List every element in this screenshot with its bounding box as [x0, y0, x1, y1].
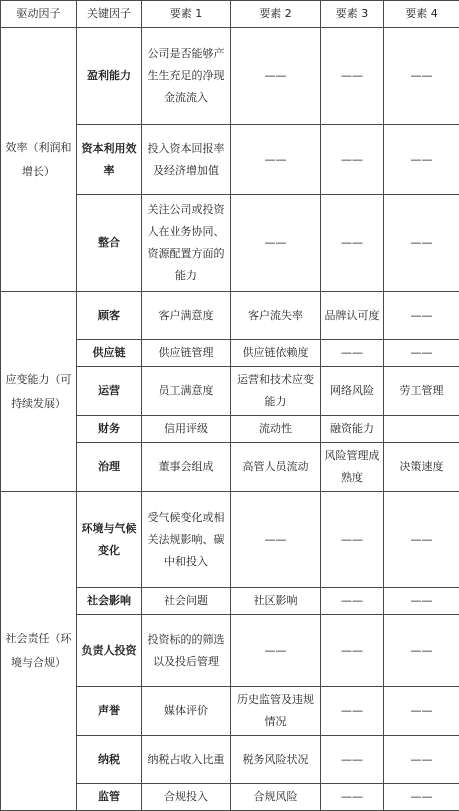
- key-factor-cell: 环境与气候变化: [77, 492, 142, 588]
- element-1-cell: 信用评级: [142, 416, 231, 443]
- element-4-cell: ——: [384, 125, 459, 195]
- element-2-cell: 高管人员流动: [231, 443, 321, 492]
- element-2-cell: 合规风险: [231, 784, 321, 811]
- element-1-cell: 客户满意度: [142, 292, 231, 340]
- element-4-cell: ——: [384, 784, 459, 811]
- element-4-cell: ——: [384, 292, 459, 340]
- element-1-cell: 合规投入: [142, 784, 231, 811]
- key-factor-cell: 资本利用效率: [77, 125, 142, 195]
- key-factor-cell: 社会影响: [77, 588, 142, 615]
- element-3-cell: 融资能力: [321, 416, 384, 443]
- table-row: [1, 28, 459, 125]
- element-2-cell: 客户流失率: [231, 292, 321, 340]
- element-3-cell: ——: [321, 784, 384, 811]
- key-factor-cell: 盈利能力: [77, 28, 142, 125]
- key-factor-cell: 顾客: [77, 292, 142, 340]
- driver-factor-cell: 应变能力（可持续发展）: [1, 292, 77, 492]
- element-1-cell: 关注公司或投资人在业务协同、资源配置方面的能力: [142, 195, 231, 292]
- element-1-cell: 员工满意度: [142, 367, 231, 416]
- element-1-cell: 社会问题: [142, 588, 231, 615]
- element-1-cell: 媒体评价: [142, 687, 231, 736]
- header-element-1: 要素 1: [142, 1, 231, 28]
- element-1-cell: 投入资本回报率及经济增加值: [142, 125, 231, 195]
- element-3-cell: ——: [321, 492, 384, 588]
- key-factor-cell: 纳税: [77, 736, 142, 784]
- element-1-cell: 投资标的的筛选以及投后管理: [142, 615, 231, 687]
- table-row: [1, 492, 459, 588]
- element-3-cell: 风险管理成熟度: [321, 443, 384, 492]
- header-row: [1, 1, 459, 28]
- element-3-cell: ——: [321, 736, 384, 784]
- element-3-cell: 品牌认可度: [321, 292, 384, 340]
- header-element-2: 要素 2: [231, 1, 321, 28]
- element-3-cell: ——: [321, 125, 384, 195]
- element-1-cell: 公司是否能够产生生充足的净现金流流入: [142, 28, 231, 125]
- element-2-cell: ——: [231, 28, 321, 125]
- element-2-cell: 社区影响: [231, 588, 321, 615]
- element-4-cell: ——: [384, 588, 459, 615]
- driver-factor-cell: 社会责任（环境与合规）: [1, 492, 77, 811]
- key-factor-cell: 治理: [77, 443, 142, 492]
- element-2-cell: ——: [231, 492, 321, 588]
- element-2-cell: 历史监管及违规情况: [231, 687, 321, 736]
- element-4-cell: ——: [384, 340, 459, 367]
- key-factor-cell: 整合: [77, 195, 142, 292]
- element-4-cell: ——: [384, 195, 459, 292]
- element-3-cell: ——: [321, 195, 384, 292]
- element-4-cell: 决策速度: [384, 443, 459, 492]
- key-factor-cell: 声誉: [77, 687, 142, 736]
- element-2-cell: ——: [231, 615, 321, 687]
- element-1-cell: 董事会组成: [142, 443, 231, 492]
- element-2-cell: ——: [231, 195, 321, 292]
- header-key-factor: 关键因子: [77, 1, 142, 28]
- element-1-cell: 受气候变化或相关法规影响、碳中和投入: [142, 492, 231, 588]
- element-4-cell: ——: [384, 28, 459, 125]
- element-2-cell: 运营和技术应变能力: [231, 367, 321, 416]
- element-3-cell: ——: [321, 687, 384, 736]
- element-3-cell: ——: [321, 588, 384, 615]
- key-factor-cell: 负责人投资: [77, 615, 142, 687]
- element-4-cell: ——: [384, 615, 459, 687]
- header-element-4: 要素 4: [384, 1, 459, 28]
- table-row: [1, 292, 459, 340]
- element-4-cell: ——: [384, 492, 459, 588]
- element-3-cell: ——: [321, 28, 384, 125]
- element-3-cell: ——: [321, 340, 384, 367]
- key-factor-cell: 监管: [77, 784, 142, 811]
- element-4-cell: ——: [384, 687, 459, 736]
- element-4-cell: [384, 416, 459, 443]
- driver-factor-cell: 效率（利润和增长）: [1, 28, 77, 292]
- element-4-cell: 劳工管理: [384, 367, 459, 416]
- element-3-cell: 网络风险: [321, 367, 384, 416]
- element-1-cell: 纳税占收入比重: [142, 736, 231, 784]
- element-2-cell: 流动性: [231, 416, 321, 443]
- element-2-cell: 税务风险状况: [231, 736, 321, 784]
- key-factor-cell: 财务: [77, 416, 142, 443]
- element-3-cell: ——: [321, 615, 384, 687]
- key-factor-cell: 运营: [77, 367, 142, 416]
- header-driver: 驱动因子: [1, 1, 77, 28]
- element-4-cell: ——: [384, 736, 459, 784]
- element-2-cell: 供应链依赖度: [231, 340, 321, 367]
- element-1-cell: 供应链管理: [142, 340, 231, 367]
- header-element-3: 要素 3: [321, 1, 384, 28]
- element-2-cell: ——: [231, 125, 321, 195]
- key-factor-cell: 供应链: [77, 340, 142, 367]
